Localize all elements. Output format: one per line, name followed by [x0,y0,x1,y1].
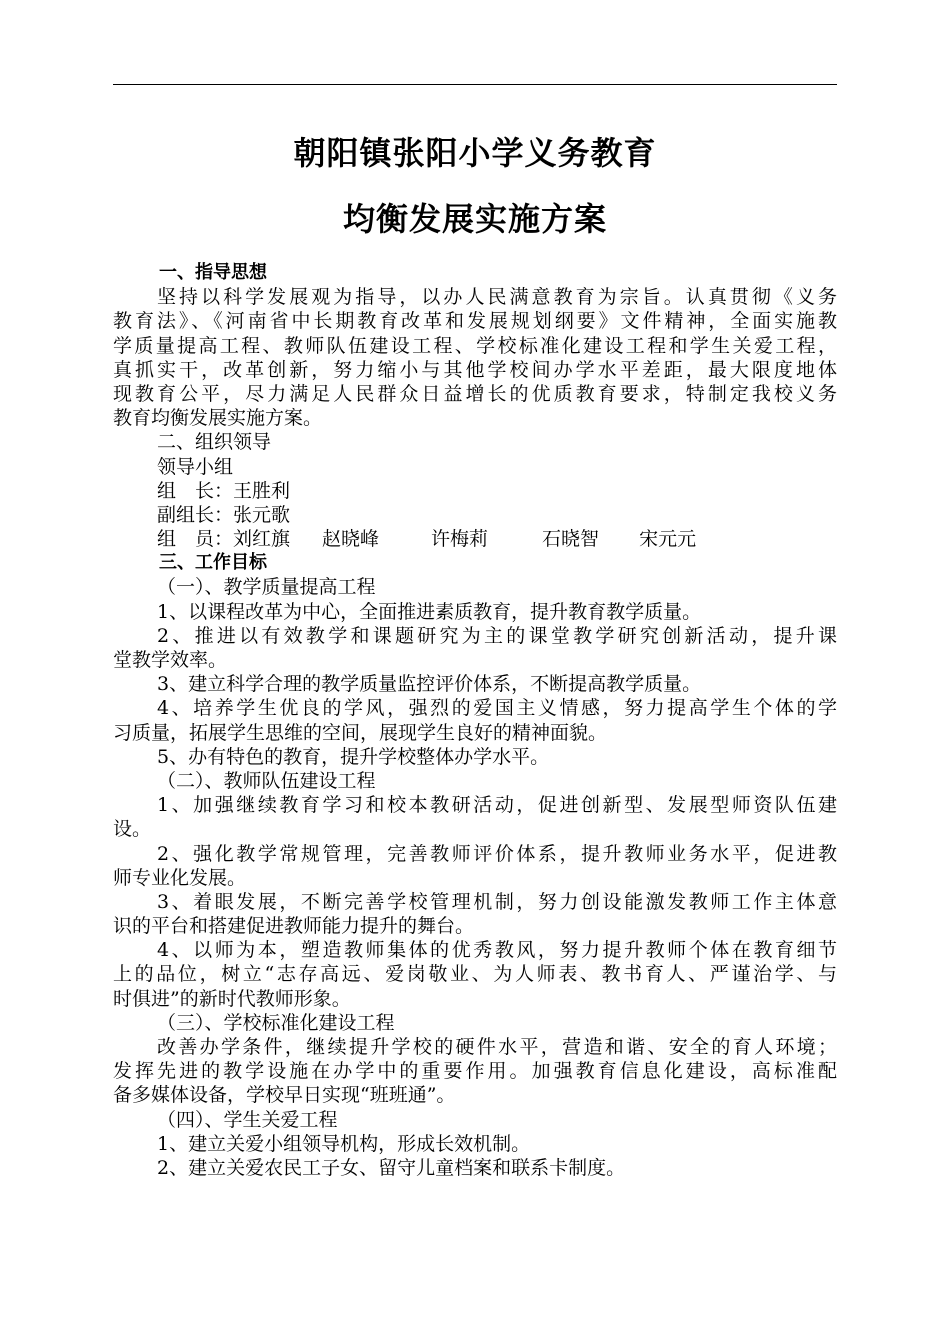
paragraph-line: 习质量，拓展学生思维的空间，展现学生良好的精神面貌。 [113,721,608,744]
document-title-line-2: 均衡发展实施方案 [342,200,607,238]
paragraph-line: 时俱进”的新时代教师形象。 [113,987,351,1010]
paragraph-line: 改善办学条件，继续提升学校的硬件水平，营造和谐、安全的育人环境； [157,1036,837,1058]
paragraph-line: 3、建立科学合理的教学质量监控评价体系，不断提高教学质量。 [157,673,702,696]
paragraph-line: 1、建立关爱小组领导机构，形成长效机制。 [157,1132,531,1155]
paragraph-line: 堂教学效率。 [113,649,228,671]
paragraph-line: 5、办有特色的教育，提升学校整体办学水平。 [157,745,550,768]
paragraph-line: 教育均衡发展实施方案。 [113,407,323,430]
section-heading-organization: 二、组织领导 [157,431,272,454]
paragraph-line: 1、以课程改革为中心，全面推进素质教育，提升教育教学质量。 [157,600,702,623]
paragraph-line: 设。 [113,818,152,841]
paragraph-line: 坚持以科学发展观为指导，以办人民满意教育为宗旨。认真贯彻《义务 [157,286,837,309]
member-name: 许梅莉 [431,528,489,551]
paragraph-line: 1、加强继续教育学习和校本教研活动，促进创新型、发展型师资队伍建 [157,794,837,817]
section-heading-work-goals: 三、工作目标 [159,552,267,574]
paragraph-line: 识的平台和搭建促进教师能力提升的舞台。 [113,915,475,938]
member-name: 赵晓峰 [322,528,380,551]
paragraph-line: 发挥先进的教学设施在办学中的重要作用。加强教育信息化建设，高标准配 [113,1060,837,1083]
document-body [113,261,837,1180]
paragraph-line: 3、着眼发展，不断完善学校管理机制，努力创设能激发教师工作主体意 [157,890,837,913]
group-leader: 组 长：王胜利 [157,479,291,502]
subsection-heading: （二）、教师队伍建设工程 [157,769,376,792]
paragraph-line: 现教育公平，尽力满足人民群众日益增长的优质教育要求，特制定我校义务 [113,382,837,405]
group-label: 领导小组 [157,455,234,478]
members-label: 组 员：刘红旗 [157,528,291,551]
paragraph-line: 师专业化发展。 [113,866,247,889]
paragraph-line: 2、推进以有效教学和课题研究为主的课堂教学研究创新活动，提升课 [157,624,837,647]
subsection-heading: （一）、教学质量提高工程 [157,576,376,599]
paragraph-line: 2、强化教学常规管理，完善教师评价体系，提升教师业务水平，促进教 [157,842,837,865]
member-name: 石晓智 [542,528,600,551]
paragraph-line: 教育法》、《河南省中长期教育改革和发展规划纲要》文件精神，全面实施教 [113,310,837,333]
subsection-heading: （三）、学校标准化建设工程 [157,1011,395,1034]
paragraph-line: 4、培养学生优良的学风，强烈的爱国主义情感，努力提高学生个体的学 [157,697,837,720]
section-heading-guiding-thought: 一、指导思想 [159,262,267,283]
paragraph-line: 4、以师为本，塑造教师集体的优秀教风，努力提升教师个体在教育细节 [157,939,837,962]
paragraph-line: 备多媒体设备，学校早日实现“班班通”。 [113,1084,456,1107]
header-rule [113,84,837,85]
paragraph-line: 学质量提高工程、教师队伍建设工程、学校标准化建设工程和学生关爱工程， [113,334,837,357]
paragraph-line: 上的品位，树立“志存高远、爱岗敬业、为人师表、教书育人、严谨治学、与 [113,963,837,986]
group-deputy: 副组长：张元歌 [157,503,291,526]
paragraph-line: 真抓实干，改革创新，努力缩小与其他学校间办学水平差距，最大限度地体 [113,358,837,381]
subsection-heading: （四）、学生关爱工程 [157,1108,338,1131]
member-name: 宋元元 [639,528,697,551]
paragraph-line: 2、建立关爱农民工子女、留守儿童档案和联系卡制度。 [157,1156,626,1179]
document-title-line-1: 朝阳镇张阳小学义务教育 [293,134,657,172]
group-members [113,527,837,551]
